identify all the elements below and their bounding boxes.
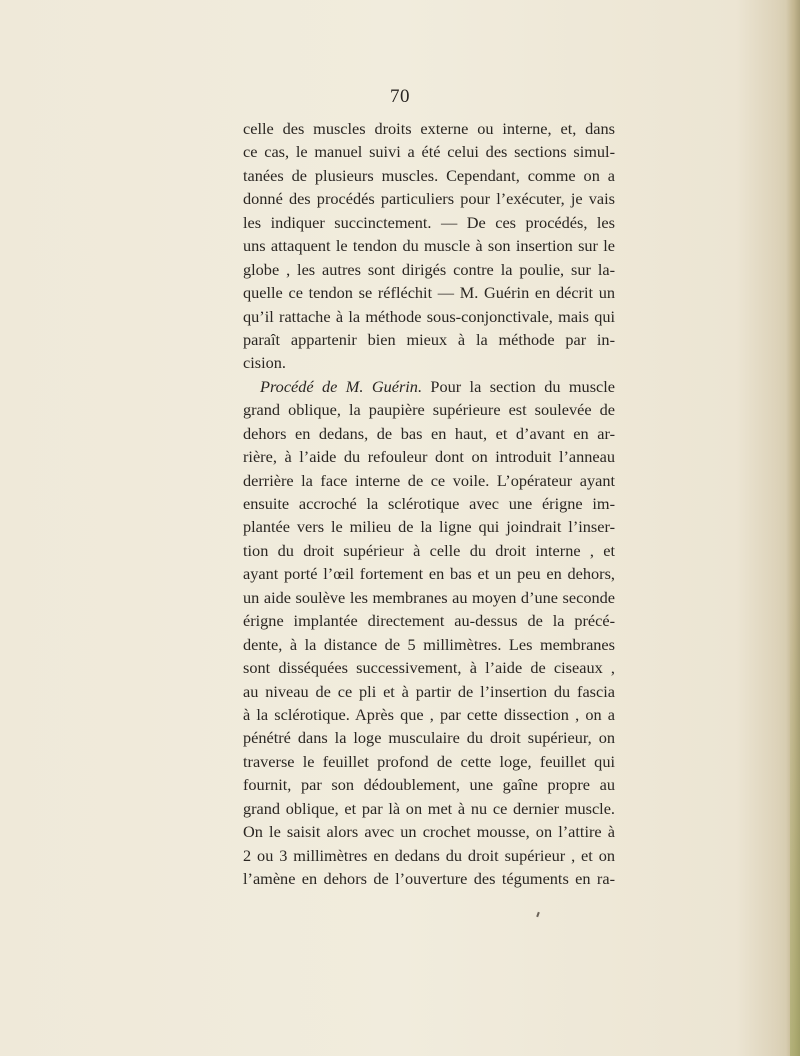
text-line <box>243 539 615 562</box>
ink-speck <box>536 912 540 917</box>
text-line <box>243 351 615 374</box>
text-line <box>243 703 615 726</box>
line-text: pénétré dans la loge musculaire du droit supérieur, on <box>243 728 615 748</box>
text-line <box>243 773 615 796</box>
line-text: un aide soulève les membranes au moyen d’une seconde <box>243 587 615 607</box>
line-text: au niveau de ce pli et à partir de l’insertion du fascia <box>243 681 615 701</box>
body-text <box>243 117 615 890</box>
line-text: plantée vers le milieu de la ligne qui joindrait l’inser- <box>243 517 615 537</box>
line-text: donné des procédés particuliers pour l’exécuter, je vais <box>243 189 615 209</box>
text-line <box>243 726 615 749</box>
text-line <box>243 515 615 538</box>
text-line <box>243 398 615 421</box>
text-line <box>243 797 615 820</box>
line-text: globe , les autres sont dirigés contre la poulie, sur la- <box>243 259 615 279</box>
page-number: 70 <box>390 86 410 107</box>
text-line <box>243 164 615 187</box>
text-line <box>243 211 615 234</box>
line-text: ensuite accroché la sclérotique avec une érigne im- <box>243 494 615 513</box>
line-text: à la sclérotique. Après que , par cette dissection , on a <box>243 704 615 724</box>
text-line <box>243 750 615 773</box>
line-text: sont disséquées successivement, à l’aide de ciseaux , <box>243 658 615 678</box>
text-line <box>243 258 615 281</box>
text-line <box>243 375 615 398</box>
text-line <box>243 117 615 140</box>
text-line <box>243 469 615 492</box>
line-text: tanées de plusieurs muscles. Cependant, comme on a <box>243 165 615 185</box>
line-text: grand oblique, la paupière supérieure est soulevée de <box>243 400 615 420</box>
line-text: ce cas, le manuel suivi a été celui des sections simul- <box>243 142 615 162</box>
line-text: grand oblique, et par là on met à nu ce dernier muscle. <box>243 798 615 818</box>
line-text: l’amène en dehors de l’ouverture des téguments en ra- <box>243 869 615 888</box>
text-line <box>243 422 615 445</box>
line-text: qu’il rattache à la méthode sous-conjonctivale, mais qui <box>243 306 615 326</box>
text-line <box>243 281 615 304</box>
line-text: celle des muscles droits externe ou interne, et, dans <box>243 119 615 138</box>
text-line <box>243 328 615 351</box>
line-text: uns attaquent le tendon du muscle à son insertion sur le <box>243 236 615 256</box>
text-line <box>243 633 615 656</box>
line-text: érigne implantée directement au-dessus de la précé- <box>243 611 615 631</box>
text-line <box>243 492 615 515</box>
line-text: quelle ce tendon se réfléchit — M. Guérin en décrit un <box>243 283 615 303</box>
line-text: les indiquer succinctement. — De ces procédés, les <box>243 212 615 232</box>
line-text: dente, à la distance de 5 millimètres. Les membranes <box>243 634 615 654</box>
line-text: rière, à l’aide du refouleur dont on introduit l’anneau <box>243 447 615 467</box>
line-text: ayant porté l’œil fortement en bas et un peu en dehors, <box>243 564 615 584</box>
text-line <box>243 586 615 609</box>
line-text: Pour la section du muscle <box>422 376 616 396</box>
text-line <box>243 187 615 210</box>
text-line <box>243 140 615 163</box>
text-line <box>243 445 615 468</box>
text-line <box>243 656 615 679</box>
section-heading-italic: Procédé de M. Guérin. <box>260 376 423 396</box>
text-line <box>243 820 615 843</box>
text-line <box>243 562 615 585</box>
line-text: derrière la face interne de ce voile. L’opérateur ayant <box>243 470 615 490</box>
line-text: dehors en dedans, de bas en haut, et d’avant en ar- <box>243 423 615 443</box>
line-text: On le saisit alors avec un crochet mousse, on l’attire à <box>243 822 615 842</box>
line-text: fournit, par son dédoublement, une gaîne propre au <box>243 775 615 795</box>
text-line <box>243 305 615 328</box>
text-line <box>243 867 615 890</box>
line-text: tion du droit supérieur à celle du droit interne , et <box>243 540 615 560</box>
line-text: cision. <box>243 353 286 373</box>
page-edge-discoloration <box>790 600 800 1056</box>
line-text: traverse le feuillet profond de cette loge, feuillet qui <box>243 751 615 771</box>
text-line <box>243 609 615 632</box>
text-line <box>243 844 615 867</box>
text-line <box>243 234 615 257</box>
line-text: paraît appartenir bien mieux à la méthode par in- <box>243 329 615 349</box>
line-text: 2 ou 3 millimètres en dedans du droit supérieur , et on <box>243 845 615 865</box>
text-line <box>243 680 615 703</box>
